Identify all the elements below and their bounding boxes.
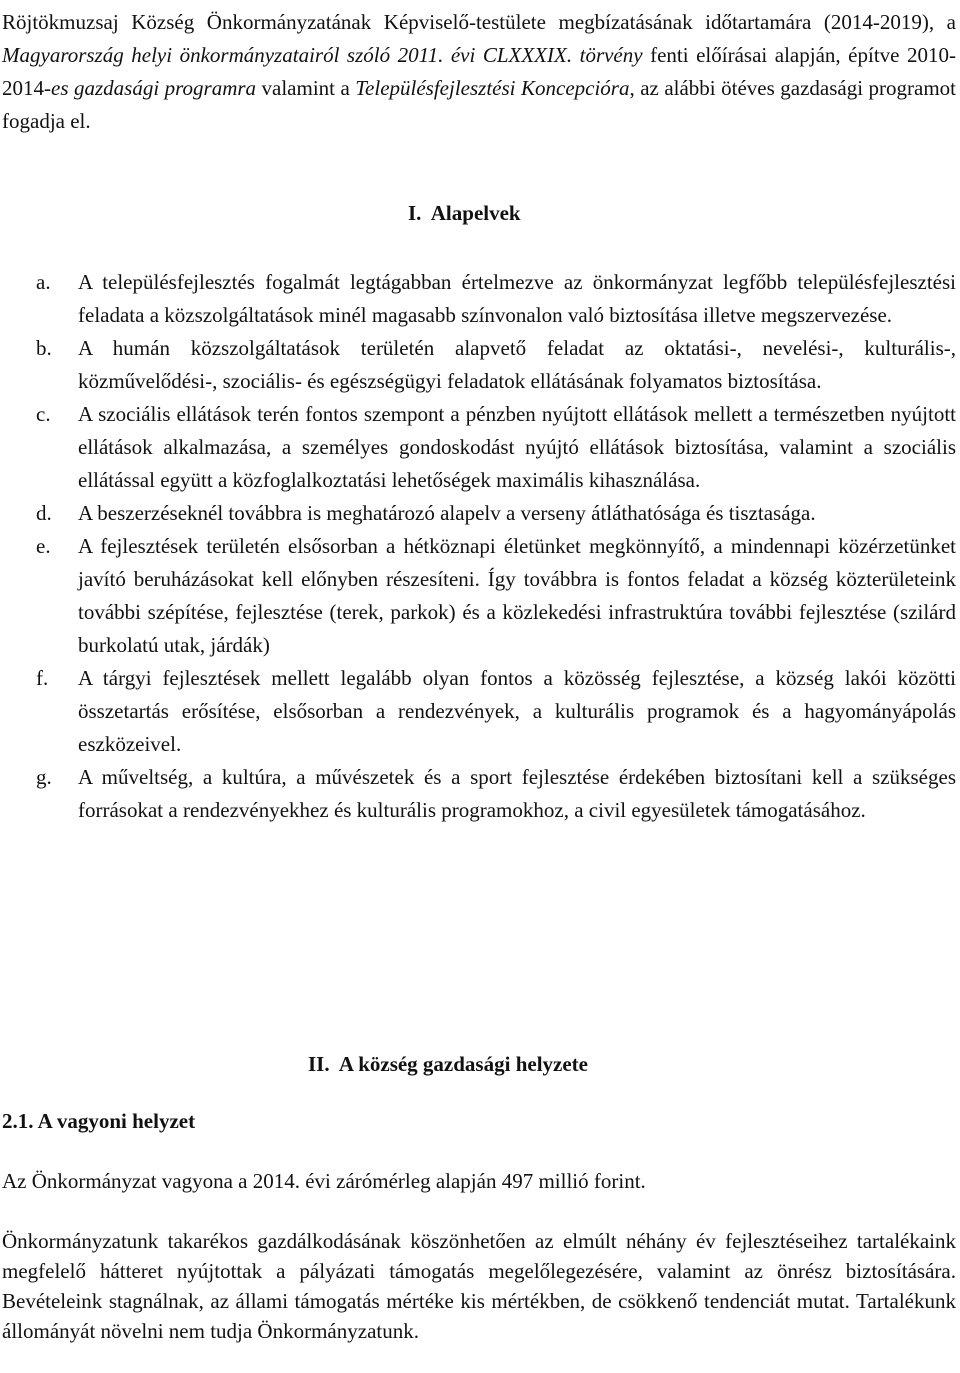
intro-text-1: Röjtökmuzsaj Község Önkormányzatának Képviselő-testülete megbízatásának időtartamára (2014-2019), a — [2, 10, 956, 34]
principle-text: A szociális ellátások terén fontos szempont a pénzben nyújtott ellátások mellett a természetben nyújtott ellátások alkalmazása, a személyes gondoskodást nyújtó ellátások biztosítása, valamint a szociális ellátással együtt a közfoglalkoztatási lehetőségek maximális kihasználása. — [78, 402, 956, 492]
intro-text-3: valamint a — [256, 76, 356, 100]
principles-list — [36, 266, 956, 827]
intro-law-title: Magyarország helyi önkormányzatairól szóló 2011. évi CLXXXIX. törvény — [2, 43, 643, 67]
principle-item-f — [36, 662, 956, 761]
principle-item-d — [36, 497, 956, 530]
principle-letter: b. — [36, 336, 52, 360]
intro-paragraph — [2, 6, 956, 138]
assets-paragraph: Az Önkormányzat vagyona a 2014. évi zárómérleg alapján 497 millió forint. — [2, 1169, 646, 1193]
principle-letter: a. — [36, 270, 51, 294]
section-heading-principles: I. Alapelvek — [408, 201, 521, 225]
principle-text: A településfejlesztés fogalmát legtágabban értelmezve az önkormányzat legfőbb településfejlesztési feladata a közszolgáltatások minél magasabb színvonalon való biztosítása illetve megszervezése. — [78, 270, 956, 327]
principle-text: A beszerzéseknél továbbra is meghatározó alapelv a verseny átláthatósága és tisztasága. — [78, 501, 816, 525]
principle-letter: f. — [36, 666, 49, 690]
principle-letter: g. — [36, 765, 52, 789]
section-heading-economic-situation: II. A község gazdasági helyzete — [308, 1052, 588, 1076]
subsection-heading-assets: 2.1. A vagyoni helyzet — [2, 1109, 196, 1133]
principle-item-e — [36, 530, 956, 662]
principle-item-g — [36, 761, 956, 827]
principle-letter: d. — [36, 501, 52, 525]
principle-text: A humán közszolgáltatások területén alapvető feladat az oktatási-, nevelési-, kulturális-, közművelődési-, szociális- és egészségügyi feladatok ellátásának folyamatos biztosítása. — [78, 336, 956, 393]
principle-item-b — [36, 332, 956, 398]
principle-text: A fejlesztések területén elsősorban a hétköznapi életünket megkönnyítő, a mindennapi közérzetünket javító beruházásokat kell előnyben részesíteni. Így továbbra is fontos feladat a község közterületeink további szépítése, fejlesztése (terek, parkok) és a közlekedési infrastruktúra további fejlesztése (szilárd burkolatú utak, járdák) — [78, 534, 956, 657]
intro-program-ref: es gazdasági programra — [51, 76, 257, 100]
finances-paragraph: Önkormányzatunk takarékos gazdálkodásának köszönhetően az elmúlt néhány év fejlesztéseihez tartalékaink megfelelő hátteret nyújtottak a pályázati támogatás megelőlegezésére, valamint az önrész biztosítására. Bevételeink stagnálnak, az állami támogatás mértéke kis mértékben, de csökkenő tendenciát mutat. Tartalékunk állományát növelni nem tudja Önkormányzatunk. — [2, 1229, 956, 1343]
principle-item-a — [36, 266, 956, 332]
intro-concept-ref: Településfejlesztési Koncepcióra — [355, 76, 630, 100]
principle-letter: c. — [36, 402, 51, 426]
principle-letter: e. — [36, 534, 51, 558]
intro-text-2: fenti előírásai alapján, építve 2010-2014- — [2, 43, 956, 100]
intro-text-4: , az alábbi ötéves gazdasági programot fogadja el. — [2, 76, 956, 133]
principle-text: A műveltség, a kultúra, a művészetek és a sport fejlesztése érdekében biztosítani kell a szükséges forrásokat a rendezvényekhez és kulturális programokhoz, a civil egyesületek támogatásához. — [78, 765, 956, 822]
principle-text: A tárgyi fejlesztések mellett legalább olyan fontos a közösség fejlesztése, a község lakói közötti összetartás erősítése, elsősorban a rendezvények, a kulturális programok és a hagyományápolás eszközeivel. — [78, 666, 956, 756]
principle-item-c — [36, 398, 956, 497]
